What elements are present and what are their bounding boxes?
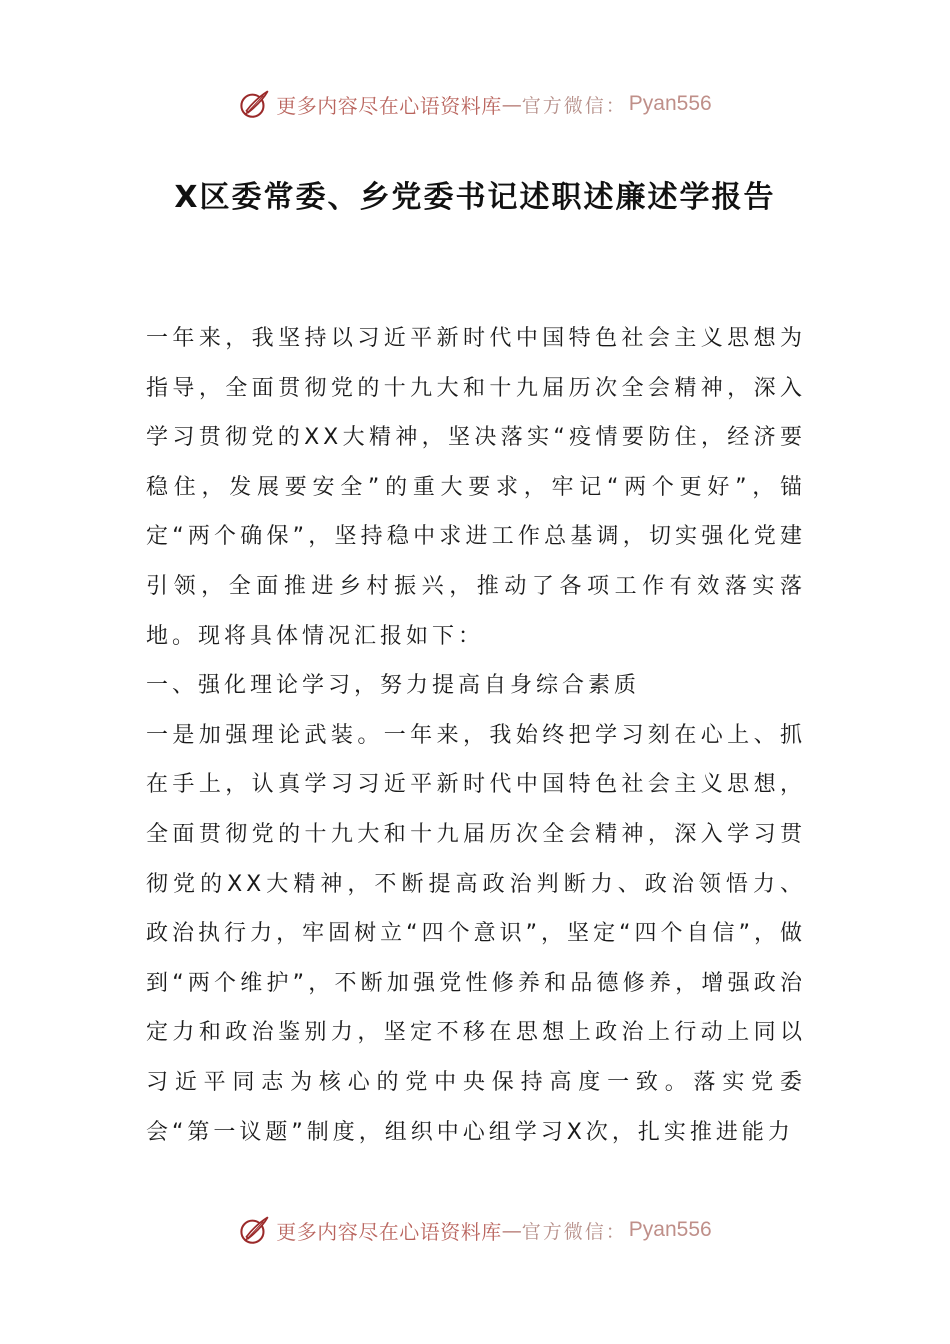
watermark-separator: — xyxy=(501,92,522,116)
body-paragraph: 一是加强理论武装。一年来，我始终把学习刻在心上、抓在手上，认真学习习近平新时代中国特色社会主义思想，全面贯彻党的十九大和十九届历次全会精神，深入学习贯彻党的XX大精神，不断提高政治判断力、政治领悟力、政治执行力，牢固树立“四个意识”，坚定“四个自信”，做到“两个维护”，不断加强党性修养和品德修养，增强政治定力和政治鉴别力，坚定不移在思想上政治上行动上同以习近平同志为核心的党中央保持高度一致。落实党委会“第一议题”制度，组织中心组学习X次，扎实推进能力 xyxy=(146,722,806,1145)
intro-paragraph: 一年来，我坚持以习近平新时代中国特色社会主义思想为指导，全面贯彻党的十九大和十九届历次全会精神，深入学习贯彻党的XX大精神，坚决落实“疫情要防住，经济要稳住，发展要安全”的重大要求，牢记“两个更好”，锚定“两个确保”，坚持稳中求进工作总基调，切实强化党建引领，全面推进乡村振兴，推动了各项工作有效落实落地。现将具体情况汇报如下： xyxy=(146,326,806,649)
watermark-brand: 更多内容尽在心语资料库 xyxy=(276,93,502,118)
header-watermark xyxy=(0,84,950,124)
quill-logo-icon xyxy=(238,1213,272,1247)
watermark-wechat-id: Pyan556 xyxy=(628,1218,712,1241)
section-heading: 一、强化理论学习，努力提高自身综合素质 xyxy=(146,673,641,699)
document-body xyxy=(146,314,806,1157)
watermark-wechat-id: Pyan556 xyxy=(628,92,712,115)
watermark-wechat-label: 官方微信： xyxy=(521,94,627,117)
watermark-wechat-label: 官方微信： xyxy=(521,1220,627,1243)
watermark-brand: 更多内容尽在心语资料库 xyxy=(276,1219,502,1244)
footer-watermark xyxy=(0,1210,950,1250)
watermark-separator: — xyxy=(501,1218,522,1242)
document-title: X区委常委、乡党委书记述职述廉述学报告 xyxy=(174,180,776,215)
quill-logo-icon xyxy=(238,87,272,121)
